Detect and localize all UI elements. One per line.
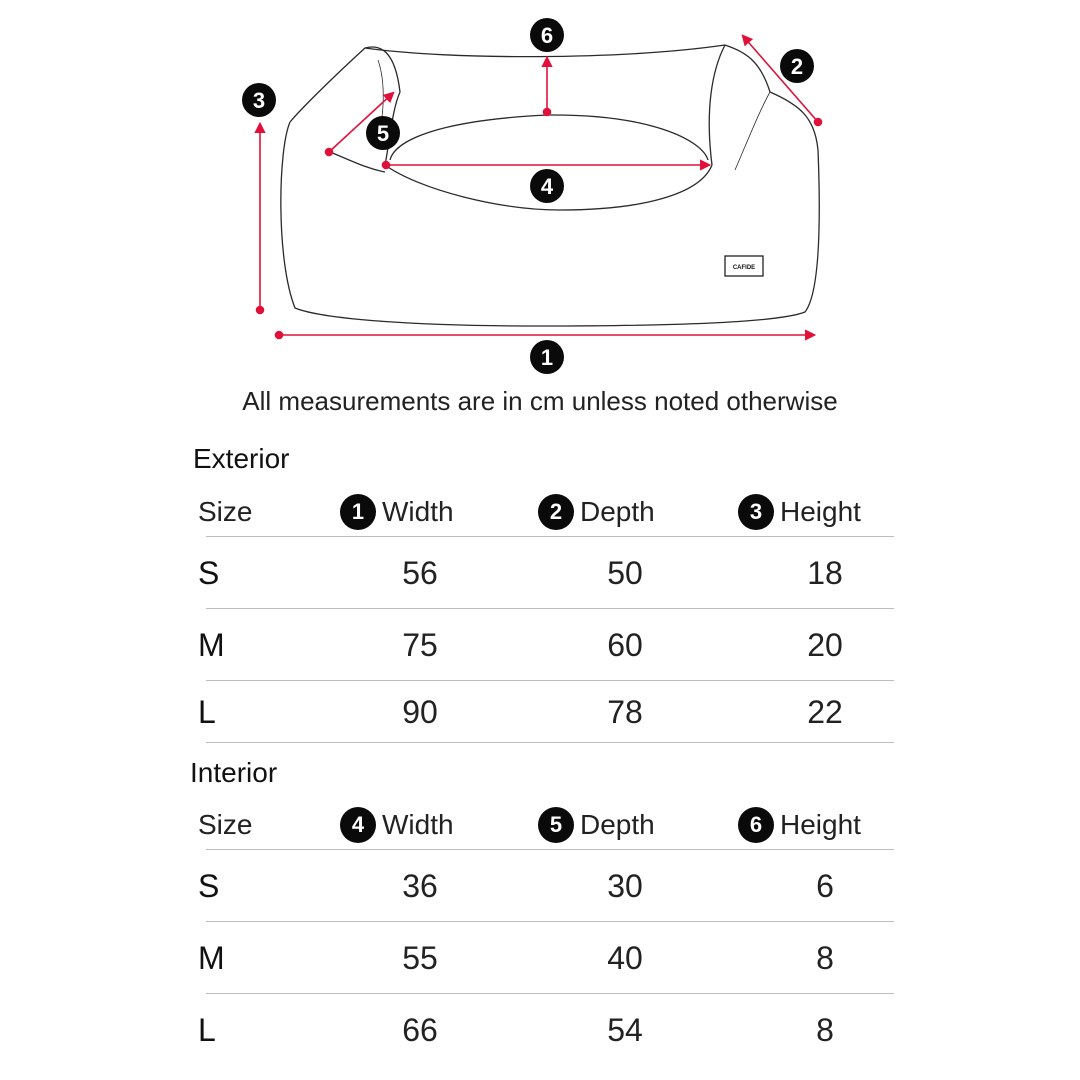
badge-2-icon: 2 <box>538 494 574 530</box>
height-cell: 8 <box>816 1011 834 1048</box>
divider <box>206 742 894 743</box>
size-cell: L <box>198 693 216 730</box>
width-header: 1 Width <box>340 487 500 537</box>
table-header-row <box>190 800 900 850</box>
width-cell: 75 <box>402 626 438 663</box>
svg-text:4: 4 <box>540 174 554 199</box>
exterior-title: Exterior <box>193 443 290 474</box>
exterior-table <box>190 487 900 743</box>
height-header: 6 Height <box>738 800 908 850</box>
interior-title: Interior <box>190 757 278 788</box>
depth-cell: 40 <box>607 939 643 976</box>
badge-1-icon: 1 <box>340 494 376 530</box>
depth-header: 2 Depth <box>538 487 708 537</box>
badge-3-icon: 3 <box>738 494 774 530</box>
bed-dimension-diagram <box>0 0 1080 390</box>
height-cell: 6 <box>816 867 834 904</box>
width-header: 4 Width <box>340 800 500 850</box>
badge-5-icon: 5 <box>538 807 574 843</box>
height-cell: 22 <box>807 693 843 730</box>
badge-3 <box>242 83 276 117</box>
table-row <box>190 994 900 1066</box>
badge-1 <box>530 340 564 374</box>
table-header-row <box>190 487 900 537</box>
size-cell: M <box>198 939 225 976</box>
depth-cell: 78 <box>607 693 643 730</box>
depth-cell: 54 <box>607 1011 643 1048</box>
width-cell: 90 <box>402 693 438 730</box>
width-cell: 66 <box>402 1011 438 1048</box>
size-cell: S <box>198 867 220 904</box>
svg-text:3: 3 <box>252 88 266 113</box>
table-row <box>190 537 900 609</box>
size-cell: L <box>198 1011 216 1048</box>
depth-cell: 50 <box>607 554 643 591</box>
size-cell: M <box>198 626 225 663</box>
size-cell: S <box>198 554 220 591</box>
badge-4-icon: 4 <box>340 807 376 843</box>
width-cell: 55 <box>402 939 438 976</box>
badge-6 <box>530 18 564 52</box>
svg-text:1: 1 <box>540 345 554 370</box>
depth-header: 5 Depth <box>538 800 708 850</box>
svg-text:5: 5 <box>376 121 390 146</box>
depth-cell: 60 <box>607 626 643 663</box>
width-cell: 56 <box>402 554 438 591</box>
table-row <box>190 922 900 994</box>
table-row <box>190 609 900 681</box>
width-cell: 36 <box>402 867 438 904</box>
size-header: Size <box>198 496 253 527</box>
badge-2 <box>780 49 814 83</box>
svg-text:2: 2 <box>790 54 804 79</box>
height-cell: 8 <box>816 939 834 976</box>
height-header: 3 Height <box>738 487 908 537</box>
measurement-note: All measurements are in cm unless noted otherwise <box>242 386 838 416</box>
badge-4 <box>530 169 564 203</box>
height-cell: 20 <box>807 626 843 663</box>
badge-5 <box>366 116 400 150</box>
table-row <box>190 681 900 743</box>
badge-6-icon: 6 <box>738 807 774 843</box>
height-cell: 18 <box>807 554 843 591</box>
interior-table <box>190 800 900 1066</box>
svg-text:6: 6 <box>540 23 554 48</box>
brand-tag-text: CAFIDE <box>732 265 756 271</box>
size-header: Size <box>198 809 253 840</box>
depth-cell: 30 <box>607 867 643 904</box>
table-row <box>190 850 900 922</box>
